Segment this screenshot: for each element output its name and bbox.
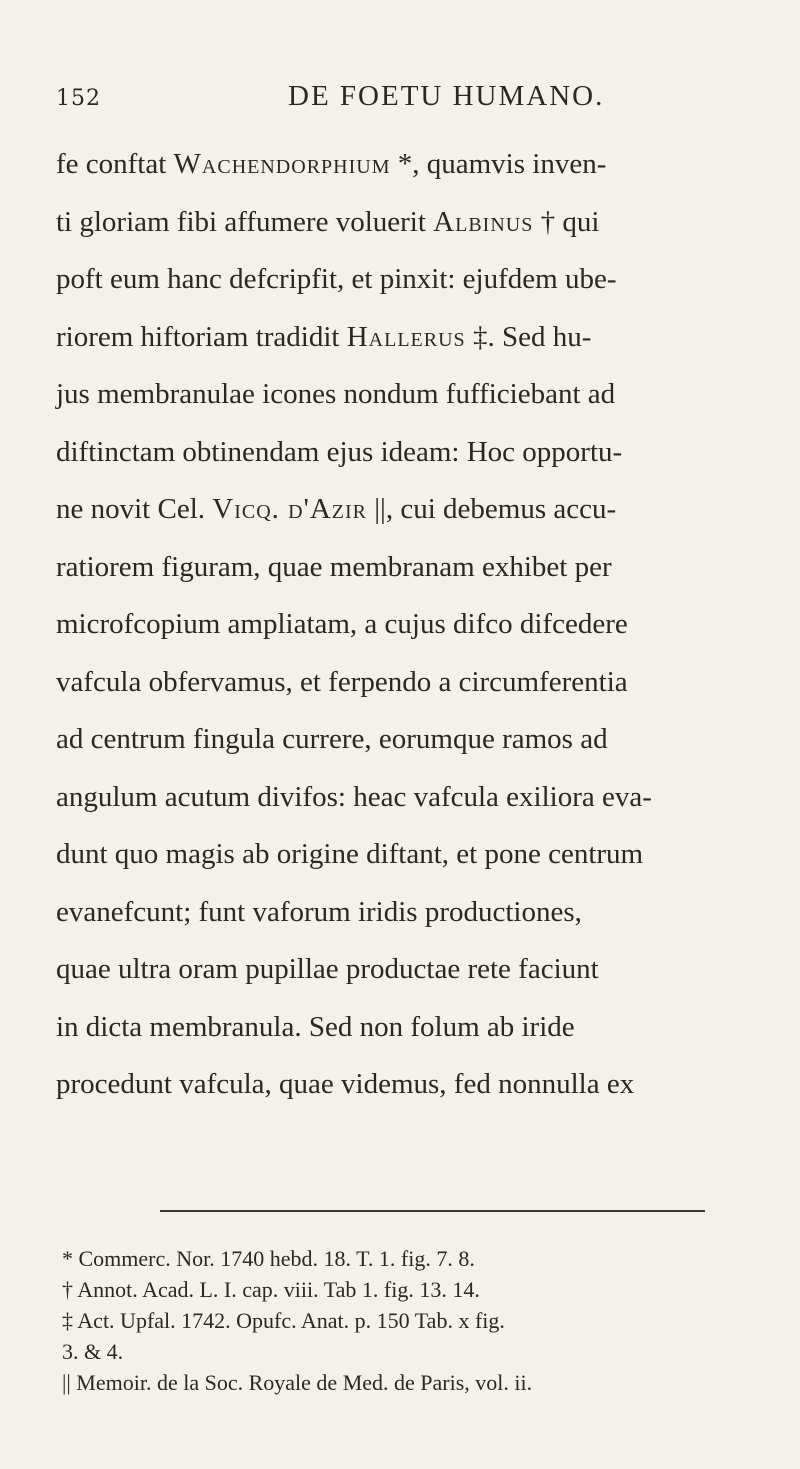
text-line bbox=[56, 941, 766, 999]
footnote: † Annot. Acad. L. I. cap. viii. Tab 1. fig. 13. 14. bbox=[62, 1277, 480, 1302]
author-name: Wachendorphium bbox=[173, 148, 391, 180]
text-line bbox=[56, 1056, 766, 1114]
running-head bbox=[56, 80, 756, 120]
text-line bbox=[56, 366, 766, 424]
text-run: ratiorem figuram, quae membranam exhibet per bbox=[56, 550, 612, 583]
text-run: ne novit Cel. bbox=[56, 493, 213, 525]
footnote: || Memoir. de la Soc. Royale de Med. de Paris, vol. ii. bbox=[62, 1370, 533, 1395]
text-run: ||, cui debemus accu- bbox=[366, 493, 617, 525]
text-run: *, quamvis inven- bbox=[390, 148, 607, 180]
author-name: Hallerus bbox=[346, 320, 466, 353]
text-line bbox=[56, 309, 766, 367]
text-run: ‡. Sed hu- bbox=[465, 320, 592, 353]
text-line bbox=[56, 826, 766, 884]
author-name: Albinus bbox=[433, 205, 534, 238]
text-run: procedunt vafcula, quae videmus, fed nonnulla ex bbox=[56, 1068, 635, 1100]
header-title: DE FOETU HUMANO. bbox=[288, 80, 605, 112]
text-run: quae ultra oram pupillae productae rete faciunt bbox=[56, 953, 599, 985]
page-number: 152 bbox=[56, 86, 101, 111]
text-line bbox=[56, 999, 766, 1057]
footnotes bbox=[62, 1243, 782, 1398]
text-line bbox=[56, 711, 766, 769]
footnote-continuation: 3. & 4. bbox=[62, 1339, 124, 1364]
author-name: Vicq. d'Azir bbox=[212, 493, 367, 525]
text-line bbox=[56, 481, 766, 539]
text-run: microfcopium ampliatam, a cujus difco difcedere bbox=[56, 608, 628, 640]
text-run: angulum acutum divifos: heac vafcula exiliora eva- bbox=[56, 780, 652, 813]
text-run: fe conftat bbox=[56, 148, 174, 180]
text-run: † qui bbox=[533, 205, 600, 238]
footnote-divider bbox=[160, 1210, 705, 1212]
text-line bbox=[56, 136, 766, 194]
text-run: dunt quo magis ab origine diftant, et pone centrum bbox=[56, 838, 644, 870]
body-text bbox=[56, 136, 766, 1114]
footnote: * Commerc. Nor. 1740 hebd. 18. T. 1. fig. 7. 8. bbox=[62, 1246, 475, 1271]
text-run: diftinctam obtinendam ejus ideam: Hoc opportu- bbox=[56, 435, 623, 468]
text-line bbox=[56, 884, 766, 942]
text-run: ad centrum fingula currere, eorumque ramos ad bbox=[56, 723, 608, 755]
text-line bbox=[56, 654, 766, 712]
text-run: ti gloriam fibi affumere voluerit bbox=[56, 205, 434, 238]
text-run: riorem hiftoriam tradidit bbox=[56, 320, 347, 353]
text-line bbox=[56, 251, 766, 309]
text-line bbox=[56, 539, 766, 597]
text-run: in dicta membranula. Sed non folum ab iride bbox=[56, 1010, 575, 1043]
text-run: poft eum hanc defcripfit, et pinxit: ejufdem ube- bbox=[56, 263, 617, 295]
text-run: evanefcunt; funt vaforum iridis productiones, bbox=[56, 895, 582, 928]
text-line bbox=[56, 424, 766, 482]
text-line bbox=[56, 596, 766, 654]
text-line bbox=[56, 769, 766, 827]
text-line bbox=[56, 194, 766, 252]
footnote: ‡ Act. Upfal. 1742. Opufc. Anat. p. 150 Tab. x fig. bbox=[62, 1308, 505, 1333]
text-run: vafcula obfervamus, et ferpendo a circumferentia bbox=[56, 665, 628, 698]
text-run: jus membranulae icones nondum fufficiebant ad bbox=[56, 378, 616, 410]
